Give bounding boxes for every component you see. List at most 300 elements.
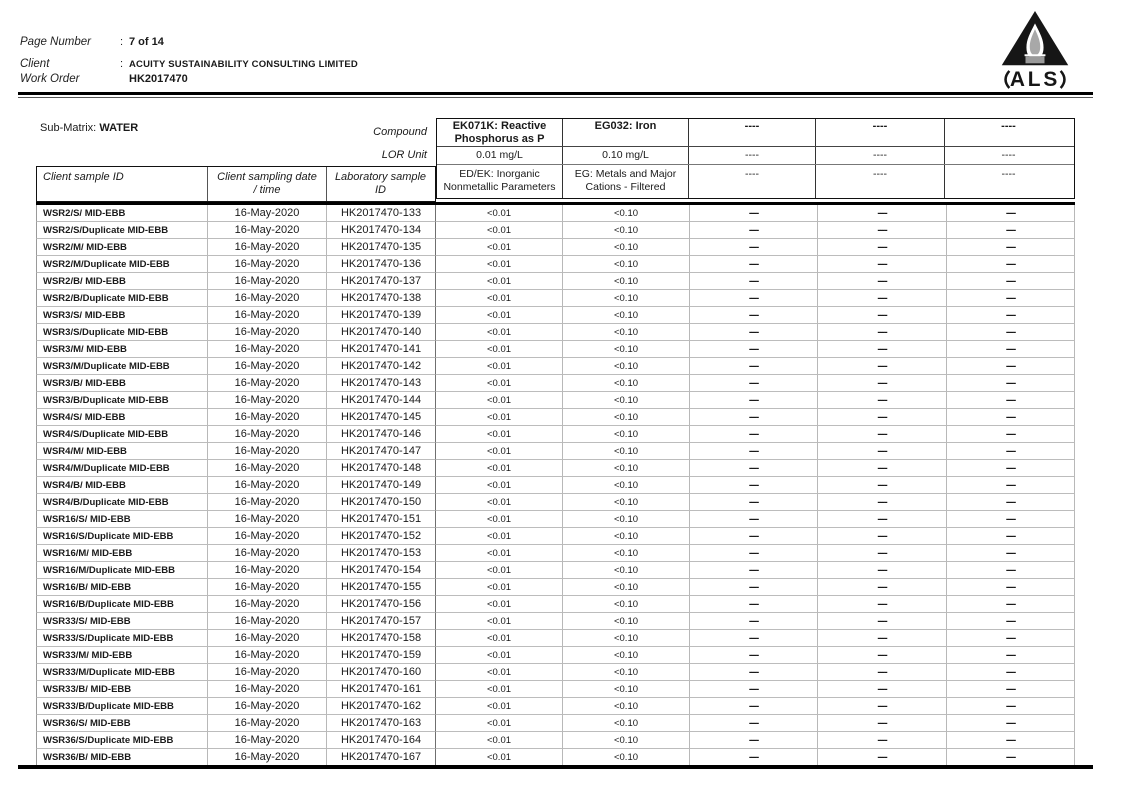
value-cell: <0.01 [436,562,563,579]
value-cell: <0.10 [563,562,690,579]
sampling-date-cell: 16-May-2020 [208,392,327,409]
lab-sample-id-cell: HK2017470-133 [327,205,436,222]
lab-sample-id-cell: HK2017470-163 [327,715,436,732]
value-cell: <0.01 [436,358,563,375]
value-cell: ---- [818,392,947,409]
value-cell: <0.10 [563,545,690,562]
lab-sample-id-cell: HK2017470-153 [327,545,436,562]
value-cell: ---- [690,358,818,375]
value-cell: ---- [818,715,947,732]
table-row [36,715,1075,732]
value-cell: ---- [690,579,818,596]
table-row [36,681,1075,698]
lab-sample-id-cell: HK2017470-150 [327,494,436,511]
sampling-date-cell: 16-May-2020 [208,698,327,715]
value-cell: ---- [690,477,818,494]
compound-lor-cell: ---- [816,147,945,164]
lab-sample-id-cell: HK2017470-143 [327,375,436,392]
logo-burner-gap [1025,54,1046,56]
sampling-date-cell: 16-May-2020 [208,579,327,596]
sample-id-cell: WSR2/B/ MID-EBB [36,273,208,290]
client-value: ACUITY SUSTAINABILITY CONSULTING LIMITED [129,59,358,70]
sample-id-cell: WSR33/B/Duplicate MID-EBB [36,698,208,715]
table-row [36,375,1075,392]
header-rule [18,92,1093,98]
value-cell: <0.10 [563,290,690,307]
value-cell: <0.10 [563,579,690,596]
value-cell: ---- [818,460,947,477]
sample-id-cell: WSR3/M/ MID-EBB [36,341,208,358]
value-cell: ---- [690,681,818,698]
value-cell: ---- [818,630,947,647]
sampling-date-cell: 16-May-2020 [208,341,327,358]
sampling-date-cell: 16-May-2020 [208,477,327,494]
compound-method-cell: ED/EK: Inorganic Nonmetallic Parameters [437,165,563,198]
value-cell: ---- [690,528,818,545]
value-cell: <0.01 [436,426,563,443]
sample-id-cell: WSR3/M/Duplicate MID-EBB [36,358,208,375]
value-cell: <0.01 [436,273,563,290]
sample-id-cell: WSR36/B/ MID-EBB [36,749,208,766]
sampling-date-cell: 16-May-2020 [208,409,327,426]
lab-sample-id-cell: HK2017470-157 [327,613,436,630]
value-cell: ---- [818,579,947,596]
value-cell: <0.10 [563,596,690,613]
value-cell: ---- [690,307,818,324]
lab-sample-id-cell: HK2017470-145 [327,409,436,426]
page-number-value: 7 of 14 [129,36,164,48]
sample-id-cell: WSR4/M/ MID-EBB [36,443,208,460]
table-row [36,222,1075,239]
value-cell: <0.01 [436,443,563,460]
value-cell: ---- [947,256,1075,273]
sampling-date-cell: 16-May-2020 [208,273,327,290]
value-cell: ---- [818,307,947,324]
table-row [36,341,1075,358]
table-row [36,511,1075,528]
lab-sample-id-cell: HK2017470-139 [327,307,436,324]
lab-sample-id-header-line1: Laboratory sample [334,171,427,183]
sampling-date-cell: 16-May-2020 [208,562,327,579]
table-row [36,613,1075,630]
value-cell: <0.01 [436,715,563,732]
sample-id-cell: WSR16/S/Duplicate MID-EBB [36,528,208,545]
sampling-date-cell: 16-May-2020 [208,239,327,256]
value-cell: <0.10 [563,715,690,732]
value-cell: ---- [818,341,947,358]
value-cell: <0.01 [436,341,563,358]
value-cell: ---- [818,409,947,426]
value-cell: <0.01 [436,732,563,749]
value-cell: <0.10 [563,647,690,664]
value-cell: ---- [818,749,947,766]
value-cell: ---- [947,596,1075,613]
sub-matrix-value: WATER [99,122,139,134]
table-row [36,630,1075,647]
sampling-date-cell: 16-May-2020 [208,375,327,392]
value-cell: ---- [947,715,1075,732]
compound-row-label: Compound [373,126,427,138]
table-row [36,273,1075,290]
compound-lor-cell: 0.10 mg/L [563,147,689,164]
value-cell: ---- [947,409,1075,426]
value-cell: ---- [947,613,1075,630]
sample-id-cell: WSR4/B/Duplicate MID-EBB [36,494,208,511]
value-cell: ---- [690,341,818,358]
lab-sample-id-cell: HK2017470-147 [327,443,436,460]
value-cell: <0.01 [436,613,563,630]
value-cell: ---- [690,324,818,341]
sampling-date-cell: 16-May-2020 [208,290,327,307]
table-row [36,596,1075,613]
value-cell: ---- [690,460,818,477]
client-label: Client [20,58,50,70]
value-cell: <0.10 [563,732,690,749]
sampling-date-cell: 16-May-2020 [208,358,327,375]
table-row [36,443,1075,460]
sampling-date-cell: 16-May-2020 [208,494,327,511]
sampling-date-cell: 16-May-2020 [208,205,327,222]
sample-id-cell: WSR33/M/ MID-EBB [36,647,208,664]
value-cell: ---- [818,681,947,698]
value-cell: <0.01 [436,630,563,647]
lab-sample-id-cell: HK2017470-140 [327,324,436,341]
value-cell: ---- [818,443,947,460]
lab-sample-id-cell: HK2017470-160 [327,664,436,681]
value-cell: ---- [947,545,1075,562]
value-cell: <0.01 [436,494,563,511]
lab-sample-id-cell: HK2017470-154 [327,562,436,579]
value-cell: <0.10 [563,222,690,239]
value-cell: <0.01 [436,375,563,392]
table-row [36,307,1075,324]
value-cell: <0.01 [436,392,563,409]
value-cell: <0.10 [563,494,690,511]
work-order-label: Work Order [20,73,80,85]
value-cell: ---- [818,256,947,273]
sampling-date-cell: 16-May-2020 [208,630,327,647]
table-row [36,545,1075,562]
lab-sample-id-cell: HK2017470-137 [327,273,436,290]
lab-sample-id-cell: HK2017470-155 [327,579,436,596]
value-cell: ---- [690,205,818,222]
value-cell: ---- [947,273,1075,290]
value-cell: ---- [690,613,818,630]
sample-id-cell: WSR2/M/Duplicate MID-EBB [36,256,208,273]
value-cell: ---- [818,732,947,749]
compound-lor-cell: 0.01 mg/L [437,147,563,164]
value-cell: <0.01 [436,579,563,596]
value-cell: ---- [690,596,818,613]
sampling-date-cell: 16-May-2020 [208,613,327,630]
sample-id-cell: WSR33/B/ MID-EBB [36,681,208,698]
value-cell: ---- [818,273,947,290]
sample-id-cell: WSR4/M/Duplicate MID-EBB [36,460,208,477]
lab-sample-id-cell: HK2017470-159 [327,647,436,664]
sample-id-cell: WSR2/S/ MID-EBB [36,205,208,222]
compound-name-cell: EG032: Iron [563,119,689,146]
column-header-box [36,166,436,202]
table-row [36,256,1075,273]
compound-method-cell: EG: Metals and Major Cations - Filtered [563,165,689,198]
value-cell: <0.01 [436,324,563,341]
sampling-date-cell: 16-May-2020 [208,545,327,562]
sampling-date-cell: 16-May-2020 [208,307,327,324]
value-cell: ---- [818,358,947,375]
compound-lor-cell: ---- [689,147,816,164]
value-cell: ---- [690,239,818,256]
sampling-date-cell: 16-May-2020 [208,528,327,545]
value-cell: ---- [690,222,818,239]
sample-id-cell: WSR16/B/Duplicate MID-EBB [36,596,208,613]
sample-id-cell: WSR3/B/ MID-EBB [36,375,208,392]
sampling-date-cell: 16-May-2020 [208,732,327,749]
value-cell: <0.10 [563,409,690,426]
value-cell: ---- [690,511,818,528]
value-cell: ---- [947,494,1075,511]
lab-sample-id-cell: HK2017470-136 [327,256,436,273]
value-cell: <0.01 [436,647,563,664]
compound-lor-row [437,147,1074,165]
value-cell: <0.01 [436,477,563,494]
value-cell: ---- [947,307,1075,324]
sampling-date-cell: 16-May-2020 [208,460,327,477]
sample-id-cell: WSR4/S/Duplicate MID-EBB [36,426,208,443]
table-row [36,409,1075,426]
value-cell: <0.01 [436,222,563,239]
lab-sample-id-cell: HK2017470-164 [327,732,436,749]
value-cell: <0.10 [563,511,690,528]
sample-id-cell: WSR33/S/Duplicate MID-EBB [36,630,208,647]
sampling-date-cell: 16-May-2020 [208,664,327,681]
value-cell: ---- [690,426,818,443]
sampling-date-cell: 16-May-2020 [208,222,327,239]
value-cell: <0.01 [436,545,563,562]
value-cell: ---- [818,222,947,239]
value-cell: <0.10 [563,205,690,222]
value-cell: <0.10 [563,698,690,715]
value-cell: <0.01 [436,681,563,698]
value-cell: <0.10 [563,375,690,392]
lab-sample-id-cell: HK2017470-161 [327,681,436,698]
lab-sample-id-cell: HK2017470-134 [327,222,436,239]
sampling-date-cell: 16-May-2020 [208,511,327,528]
compound-name-cell: ---- [689,119,816,146]
sample-id-cell: WSR3/S/ MID-EBB [36,307,208,324]
work-order-row [20,73,188,85]
lab-sample-id-cell: HK2017470-148 [327,460,436,477]
sampling-date-header-line2: / time [253,184,281,196]
value-cell: ---- [818,596,947,613]
page-number-colon: : [120,36,124,48]
compound-name-row [437,119,1074,147]
logo-text: ALS [1009,68,1061,90]
value-cell: ---- [818,426,947,443]
value-cell: ---- [947,664,1075,681]
value-cell: ---- [818,613,947,630]
value-cell: <0.10 [563,613,690,630]
table-row [36,239,1075,256]
value-cell: ---- [818,324,947,341]
value-cell: ---- [690,562,818,579]
value-cell: ---- [947,477,1075,494]
value-cell: ---- [947,341,1075,358]
value-cell: <0.10 [563,630,690,647]
sample-id-cell: WSR16/S/ MID-EBB [36,511,208,528]
table-row [36,290,1075,307]
compound-header [436,118,1075,199]
sampling-date-cell: 16-May-2020 [208,426,327,443]
sample-id-cell: WSR36/S/Duplicate MID-EBB [36,732,208,749]
value-cell: <0.10 [563,341,690,358]
compound-name-cell: EK071K: Reactive Phosphorus as P [437,119,563,146]
value-cell: ---- [947,562,1075,579]
value-cell: <0.10 [563,443,690,460]
compound-method-row [437,165,1074,198]
value-cell: ---- [690,273,818,290]
value-cell: ---- [947,749,1075,766]
value-cell: ---- [947,239,1075,256]
value-cell: ---- [818,494,947,511]
compound-name-cell: ---- [816,119,945,146]
lab-sample-id-cell: HK2017470-149 [327,477,436,494]
value-cell: ---- [690,256,818,273]
value-cell: ---- [947,630,1075,647]
value-cell: ---- [690,375,818,392]
sampling-date-cell: 16-May-2020 [208,715,327,732]
lab-sample-id-cell: HK2017470-138 [327,290,436,307]
value-cell: ---- [947,358,1075,375]
value-cell: <0.01 [436,409,563,426]
value-cell: ---- [947,324,1075,341]
value-cell: ---- [690,732,818,749]
value-cell: ---- [947,698,1075,715]
logo-burner-base [1026,56,1045,63]
lab-sample-id-cell: HK2017470-167 [327,749,436,766]
compound-method-cell: ---- [816,165,945,198]
value-cell: <0.01 [436,664,563,681]
logo-left-paren [1006,71,1010,88]
lab-sample-id-cell: HK2017470-156 [327,596,436,613]
value-cell: <0.01 [436,596,563,613]
value-cell: <0.10 [563,528,690,545]
value-cell: ---- [818,477,947,494]
table-row [36,324,1075,341]
sampling-date-cell: 16-May-2020 [208,681,327,698]
value-cell: <0.01 [436,307,563,324]
lab-sample-id-cell: HK2017470-142 [327,358,436,375]
client-sample-id-header: Client sample ID [37,167,208,201]
sampling-date-cell: 16-May-2020 [208,443,327,460]
value-cell: ---- [818,647,947,664]
value-cell: ---- [947,205,1075,222]
value-cell: ---- [690,409,818,426]
als-logo-graphic [997,10,1073,90]
page-number-label: Page Number [20,36,91,48]
table-row [36,460,1075,477]
sample-id-cell: WSR33/S/ MID-EBB [36,613,208,630]
sampling-date-header [208,167,327,201]
table-row [36,426,1075,443]
value-cell: ---- [947,426,1075,443]
sample-id-cell: WSR2/B/Duplicate MID-EBB [36,290,208,307]
value-cell: <0.10 [563,460,690,477]
sample-id-cell: WSR2/S/Duplicate MID-EBB [36,222,208,239]
value-cell: ---- [947,290,1075,307]
value-cell: ---- [818,205,947,222]
value-cell: <0.10 [563,256,690,273]
value-cell: <0.01 [436,528,563,545]
sampling-date-cell: 16-May-2020 [208,256,327,273]
table-row [36,562,1075,579]
sampling-date-cell: 16-May-2020 [208,596,327,613]
table-row [36,358,1075,375]
table-row [36,528,1075,545]
table-row [36,664,1075,681]
sampling-date-cell: 16-May-2020 [208,647,327,664]
table-row [36,749,1075,766]
table-row [36,647,1075,664]
lab-sample-id-cell: HK2017470-144 [327,392,436,409]
compound-name-cell: ---- [1001,120,1016,132]
value-cell: ---- [947,681,1075,698]
value-cell: <0.01 [436,511,563,528]
value-cell: <0.01 [436,256,563,273]
lab-sample-id-cell: HK2017470-135 [327,239,436,256]
value-cell: <0.01 [436,698,563,715]
value-cell: <0.10 [563,324,690,341]
value-cell: ---- [818,375,947,392]
value-cell: <0.10 [563,664,690,681]
value-cell: ---- [690,494,818,511]
lab-sample-id-header [327,167,434,201]
lor-unit-row-label: LOR Unit [381,149,427,161]
als-logo [997,10,1073,90]
value-cell: <0.01 [436,460,563,477]
table-body [36,202,1075,766]
table-row [36,205,1075,222]
sample-id-cell: WSR16/M/ MID-EBB [36,545,208,562]
client-colon: : [120,58,124,70]
sample-id-cell: WSR4/B/ MID-EBB [36,477,208,494]
value-cell: <0.10 [563,426,690,443]
compound-lor-cell: ---- [1001,149,1016,161]
sample-id-cell: WSR33/M/Duplicate MID-EBB [36,664,208,681]
value-cell: ---- [947,222,1075,239]
table-row [36,698,1075,715]
lab-sample-id-cell: HK2017470-141 [327,341,436,358]
compound-method-cell: ---- [1001,168,1016,180]
client-row [20,58,358,70]
table-row [36,392,1075,409]
value-cell: ---- [690,647,818,664]
table-row [36,477,1075,494]
value-cell: ---- [690,545,818,562]
lab-sample-id-header-line2: ID [375,184,386,196]
value-cell: <0.10 [563,239,690,256]
table-row [36,732,1075,749]
lab-sample-id-cell: HK2017470-158 [327,630,436,647]
value-cell: ---- [690,290,818,307]
value-cell: ---- [947,528,1075,545]
value-cell: ---- [947,647,1075,664]
value-cell: ---- [947,511,1075,528]
value-cell: ---- [690,630,818,647]
value-cell: <0.10 [563,307,690,324]
value-cell: ---- [690,664,818,681]
sample-id-cell: WSR2/M/ MID-EBB [36,239,208,256]
value-cell: ---- [818,664,947,681]
